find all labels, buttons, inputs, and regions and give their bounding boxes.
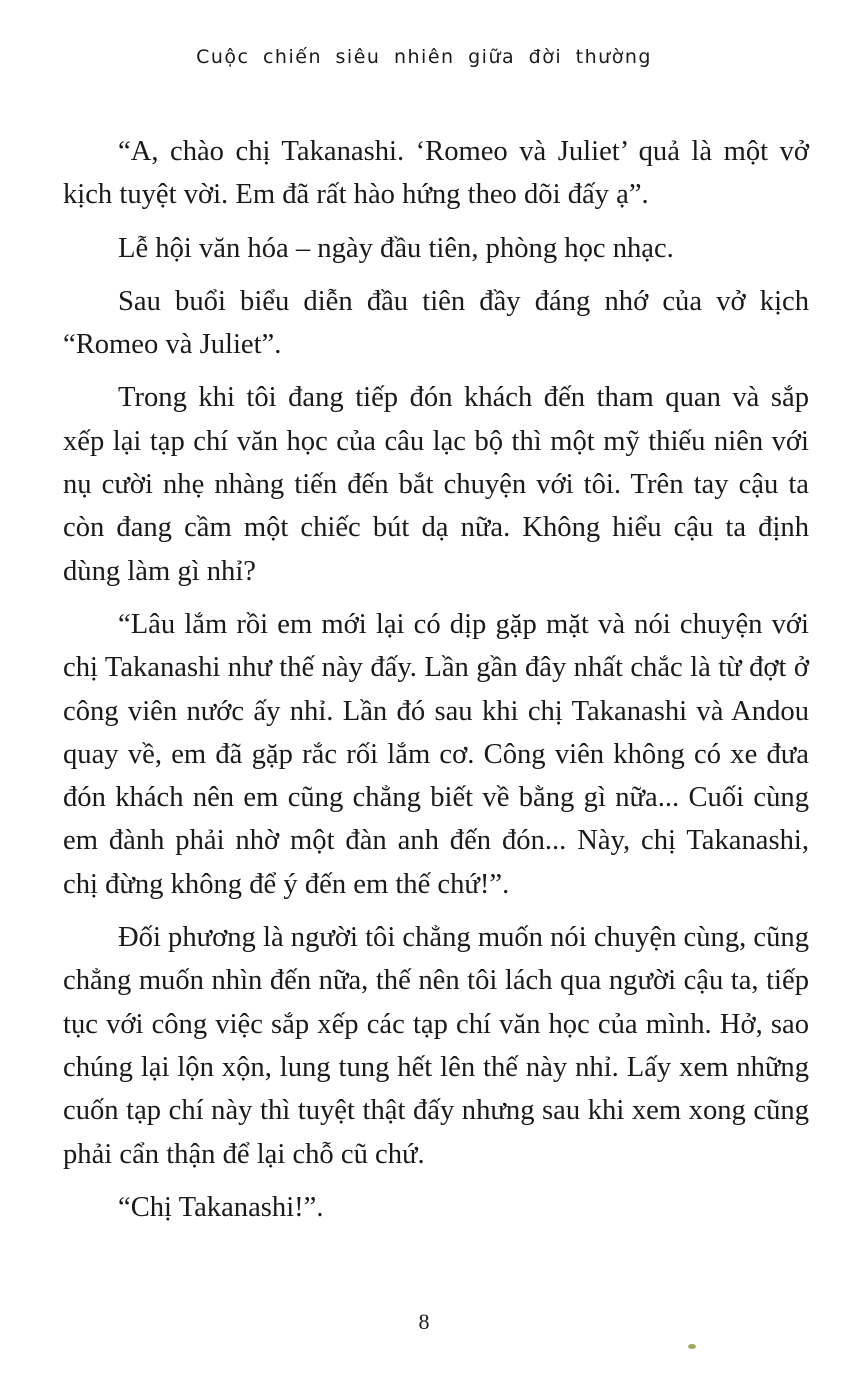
paragraph: “Chị Takanashi!”. [118,1191,324,1223]
body-text [63,130,809,1239]
paragraph: Trong khi tôi đang tiếp đón khách đến tham quan và sắp xếp lại tạp chí văn học của câu lạc bộ thì một mỹ thiếu niên với nụ cười nhẹ nhàng tiến đến bắt chuyện với tôi. Trên tay cậu ta còn đang cầm một chiếc bút dạ nữa. Không hiểu cậu ta định dùng làm gì nhỉ? [63,382,809,587]
paragraph: Sau buổi biểu diễn đầu tiên đầy đáng nhớ của vở kịch “Romeo và Juliet”. [63,285,809,361]
ink-speck [688,1344,696,1349]
paragraph: “A, chào chị Takanashi. ‘Romeo và Juliet’ quả là một vở kịch tuyệt vời. Em đã rất hào hứng theo dõi đấy ạ”. [63,136,809,211]
paragraph: Đối phương là người tôi chẳng muốn nói chuyện cùng, cũng chẳng muốn nhìn đến nữa, thế nên tôi lách qua người cậu ta, tiếp tục với công việc sắp xếp các tạp chí văn học của mình. Hở, sao chúng lại lộn xộn, lung tung hết lên thế này nhỉ. Lấy xem những cuốn tạp chí này thì tuyệt thật đấy nhưng sau khi xem xong cũng phải cẩn thận để lại chỗ cũ chứ. [63,922,809,1170]
running-header: Cuộc chiến siêu nhiên giữa đời thường [196,46,652,68]
paragraph: “Lâu lắm rồi em mới lại có dịp gặp mặt và nói chuyện với chị Takanashi như thế này đấy. Lần gần đây nhất chắc là từ đợt ở công viên nước ấy nhỉ. Lần đó sau khi chị Takanashi và Andou quay về, em đã gặp rắc rối lắm cơ. Công viên không có xe đưa đón khách nên em cũng chẳng biết về bằng gì nữa... Cuối cùng em đành phải nhờ một đàn anh đến đón... Này, chị Takanashi, chị đừng không để ý đến em thế chứ!”. [63,608,809,900]
page-number: 8 [418,1309,430,1334]
paragraph: Lễ hội văn hóa – ngày đầu tiên, phòng học nhạc. [118,232,674,264]
